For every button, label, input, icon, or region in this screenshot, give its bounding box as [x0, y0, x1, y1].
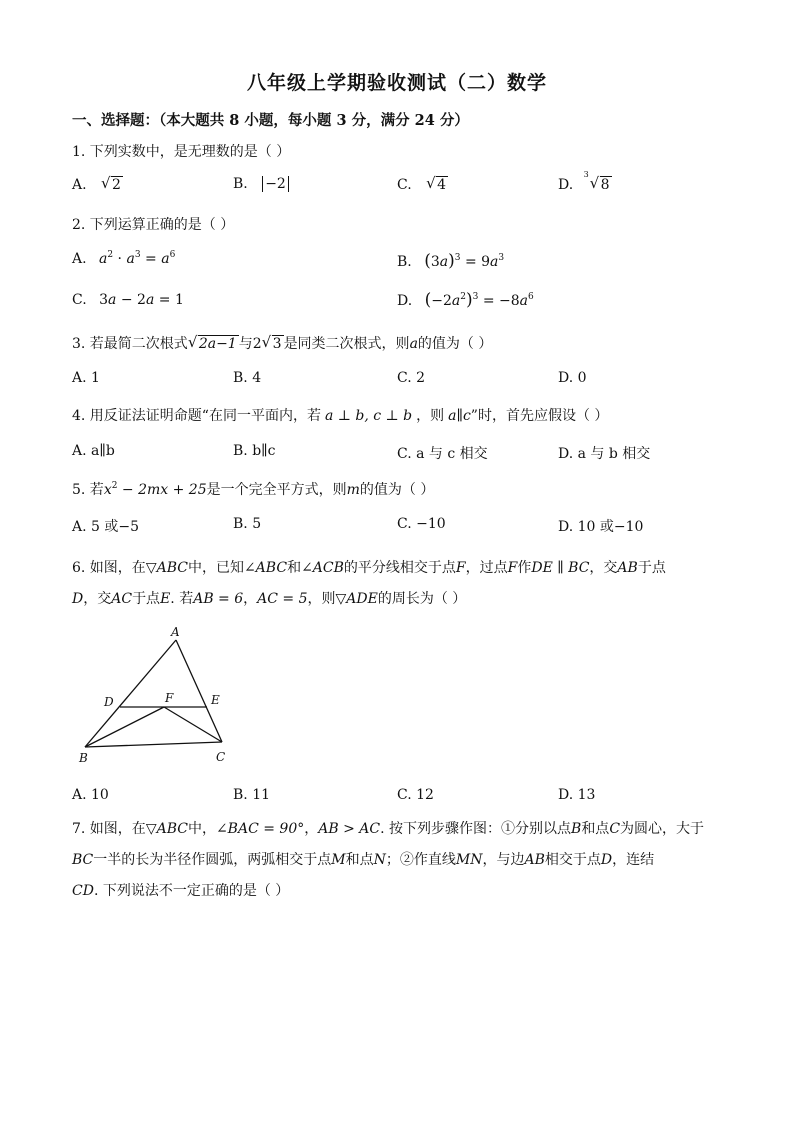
radicand: 2a−1	[198, 336, 237, 352]
bisector-bf	[85, 707, 164, 747]
stem-text: 和点	[345, 852, 374, 868]
stem-text: ，	[304, 821, 319, 837]
stem-text: . 下列说法不一定正确的是（ ）	[93, 883, 290, 899]
radicand: 8	[600, 177, 610, 193]
triangle: ▽ADE	[335, 591, 378, 607]
q1-option-b[interactable]	[233, 176, 289, 192]
stem-text: 和	[287, 560, 302, 576]
stem-text: 的平分线相交于点	[343, 560, 456, 576]
stem-text: 作	[517, 560, 532, 576]
stem-text: 的值为（ ）	[359, 482, 435, 498]
q2-option-a[interactable]	[72, 251, 175, 267]
label-f: F	[165, 691, 174, 705]
q5-option-a[interactable]: A. 5 或−5	[72, 519, 140, 535]
label-b: B	[79, 751, 88, 765]
segment: AB	[524, 852, 545, 868]
radicand: 3	[272, 336, 282, 352]
option-label: A.	[72, 177, 87, 193]
point: E	[160, 591, 171, 607]
bisector-cf	[164, 707, 222, 742]
label-e: E	[211, 693, 220, 707]
stem-text: 是一个完全平方式，则	[206, 482, 347, 498]
cube-root-expression: 3 √ 8	[583, 170, 610, 193]
stem-text: 3. 若最简二次根式	[72, 336, 188, 352]
variable: m	[346, 482, 360, 498]
option-label: B.	[233, 176, 248, 192]
segment: AB	[617, 560, 638, 576]
option-label: A.	[72, 251, 87, 267]
page-title: 八年级上学期验收测试（二）数学	[246, 72, 547, 94]
q2-option-c[interactable]	[72, 292, 184, 308]
stem-text: ，	[243, 591, 258, 607]
stem-text: 于点	[637, 560, 666, 576]
q5-option-b[interactable]: B. 5	[233, 516, 262, 532]
segment: AC	[111, 591, 133, 607]
q3-option-a[interactable]: A. 1	[72, 370, 100, 386]
stem-text: 为圆心，大于	[620, 821, 705, 837]
stem-text: 5. 若	[72, 482, 104, 498]
sqrt-expression: √ 2	[101, 174, 121, 193]
inequality: AB > AC	[318, 821, 381, 837]
line-name: MN	[455, 852, 483, 868]
label-d: D	[104, 695, 114, 709]
stem-text: ，交	[83, 591, 112, 607]
q6-option-c[interactable]: C. 12	[397, 787, 434, 803]
stem-text: 的值为（ ）	[417, 336, 493, 352]
q6-option-d[interactable]: D. 13	[558, 787, 596, 803]
given-length: AC = 5	[257, 591, 308, 607]
side-bc	[85, 742, 222, 747]
point: F	[455, 560, 466, 576]
question-4-stem	[72, 405, 608, 425]
conclusion: a∥c	[448, 408, 471, 424]
stem-text: 6. 如图，在	[72, 560, 146, 576]
question-5-stem	[72, 479, 434, 499]
q3-option-b[interactable]: B. 4	[233, 370, 262, 386]
stem-text: ，连结	[612, 852, 655, 868]
radicand: 4	[437, 177, 447, 193]
stem-text: 中，	[187, 821, 216, 837]
point: F	[507, 560, 518, 576]
stem-text: . 按下列步骤作图：①分别以点	[380, 821, 572, 837]
expression: $(-2a^2)^3 = -8a^6$	[424, 290, 534, 310]
section-heading: 一、选择题：（本大题共 8 小题，每小题 3 分，满分 24 分）	[72, 112, 469, 129]
triangle-figure	[70, 622, 240, 767]
question-6-line-1	[72, 557, 666, 577]
triangle: ▽ABC	[145, 560, 188, 576]
root-index: 3	[583, 170, 589, 179]
stem-text: 4. 用反证法证明命题“在同一平面内，若	[72, 408, 321, 424]
stem-text: ”时，首先应假设（ ）	[470, 408, 609, 424]
variable: a	[409, 336, 418, 352]
point: D	[600, 852, 613, 868]
stem-text: ，过点	[465, 560, 508, 576]
point: C	[609, 821, 621, 837]
q6-option-b[interactable]: B. 11	[233, 787, 271, 803]
label-c: C	[216, 750, 226, 764]
angle: ∠ACB	[301, 560, 344, 576]
q5-option-c[interactable]: C. −10	[397, 516, 446, 532]
q6-option-a[interactable]: A. 10	[72, 787, 109, 803]
stem-text: . 若	[170, 591, 194, 607]
question-2-stem: 2. 下列运算正确的是（ ）	[72, 217, 235, 233]
absolute-value: −2	[262, 176, 289, 192]
angle: ∠BAC = 90°	[215, 821, 305, 837]
segment: CD	[72, 883, 94, 899]
expression: $(3a)^3 = 9a^3$	[424, 251, 505, 271]
q4-option-d[interactable]: D. a 与 b 相交	[558, 446, 651, 462]
q2-option-b[interactable]	[397, 251, 504, 271]
coefficient: 2	[252, 336, 262, 352]
stem-text: 与	[238, 336, 253, 352]
condition: a ⊥ b, c ⊥ b	[324, 408, 413, 424]
q4-option-b[interactable]: B. b∥c	[233, 443, 276, 459]
variable: x	[103, 482, 112, 498]
angle: ∠ABC	[243, 560, 288, 576]
q1-option-d[interactable]	[558, 170, 612, 194]
expression: $a^2 \cdot a^3 = a^6$	[99, 250, 176, 267]
expression: $x^2 - 2mx + 25$	[103, 481, 207, 498]
stem-text: 一半的长为半径作圆弧，两弧相交于点	[93, 852, 332, 868]
question-6-line-2	[72, 588, 466, 608]
question-7-line-3	[72, 880, 289, 900]
sqrt-expression: √ 2a−1	[187, 333, 237, 352]
option-label: C.	[397, 177, 412, 193]
q1-option-a[interactable]	[72, 176, 123, 194]
segment: BC	[72, 852, 94, 868]
stem-text: 是同类二次根式，则	[283, 336, 410, 352]
stem-text: ，则	[307, 591, 336, 607]
sqrt-expression: √ 3	[261, 333, 282, 352]
stem-text: ；②作直线	[385, 852, 456, 868]
question-1-stem: 1. 下列实数中，是无理数的是（ ）	[72, 144, 291, 160]
q4-option-a[interactable]: A. a∥b	[72, 443, 115, 459]
q5-option-d[interactable]: D. 10 或−10	[558, 519, 644, 535]
triangle: ▽ABC	[145, 821, 188, 837]
stem-text: ，交	[589, 560, 618, 576]
stem-text: 中，已知	[187, 560, 244, 576]
point: D	[72, 591, 84, 607]
radicand: 2	[112, 177, 121, 193]
stem-text: 的周长为（ ）	[377, 591, 467, 607]
q4-option-c[interactable]: C. a 与 c 相交	[397, 446, 488, 462]
stem-text: 7. 如图，在	[72, 821, 146, 837]
side-ac	[176, 640, 222, 742]
option-label: D.	[397, 293, 413, 309]
stem-text: 和点	[581, 821, 610, 837]
q1-option-c[interactable]	[397, 176, 448, 194]
stem-text: 于点	[132, 591, 161, 607]
stem-text: ，与边	[482, 852, 525, 868]
label-a: A	[171, 625, 180, 639]
given-length: AB = 6	[193, 591, 244, 607]
point: B	[571, 821, 582, 837]
question-7-line-1	[72, 818, 704, 838]
question-7-line-2	[72, 849, 654, 869]
q3-option-d[interactable]: D. 0	[558, 370, 587, 386]
point: N	[373, 852, 386, 868]
option-label: B.	[397, 254, 412, 270]
side-ab	[85, 640, 176, 747]
expression-rest: − 2mx + 25	[117, 482, 207, 498]
q3-option-c[interactable]: C. 2	[397, 370, 426, 386]
question-3-stem	[72, 333, 492, 353]
q2-option-d[interactable]	[397, 290, 534, 310]
stem-text: ，则	[416, 408, 445, 424]
sqrt-expression: √ 4	[426, 174, 447, 193]
point: M	[331, 852, 346, 868]
stem-text: 相交于点	[544, 852, 601, 868]
expression: 3a − 2a = 1	[99, 292, 184, 308]
option-label: D.	[558, 177, 574, 193]
option-label: C.	[72, 292, 87, 308]
parallel-relation: DE ∥ BC	[531, 560, 590, 576]
